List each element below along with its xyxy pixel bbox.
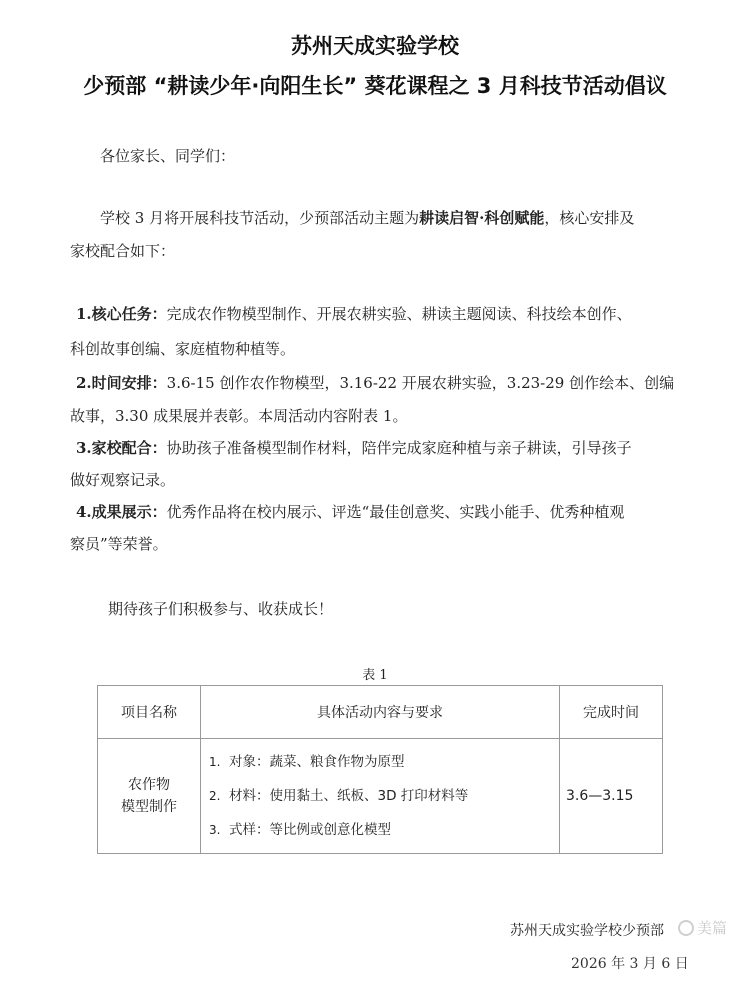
section-results-cont: 察员”等荣誉。 [70,535,168,553]
activity-table [97,685,663,854]
project-name-cell [98,739,201,854]
section-text: 完成农作物模型制作、开展农耕实验、耕读主题阅读、科技绘本创作、 [166,305,632,323]
intro-line-1 [100,207,634,228]
header-activity-content: 具体活动内容与要求 [201,686,560,739]
header-completion-time: 完成时间 [560,686,663,739]
closing-line: 期待孩子们积极参与、收获成长！ [108,600,334,618]
section-text: 优秀作品将在校内展示、评选“最佳创意奖、实践小能手、优秀种植观 [166,503,625,521]
section-schedule [76,372,674,393]
table-header-row [98,686,663,739]
greeting: 各位家长、同学们： [100,147,236,165]
list-item [209,745,559,779]
section-text: 协助孩子准备模型制作材料，陪伴完成家庭种植与亲子耕读，引导孩子 [166,439,632,457]
intro-suffix: ，核心安排及 [544,209,635,227]
item-number: 2. [209,789,221,803]
section-core-tasks-cont: 科创故事创编、家庭植物种植等。 [70,340,296,358]
section-schedule-cont: 故事，3.30 成果展并表彰。本周活动内容附表 1。 [70,407,408,425]
section-home-school [76,437,632,458]
list-item [209,813,559,847]
table-row [98,739,663,854]
intro-line-2: 家校配合如下： [70,242,176,260]
section-home-school-cont: 做好观察记录。 [70,471,176,489]
section-text: 3.6-15 创作农作物模型，3.16-22 开展农耕实验，3.23-29 创作绘本、创编 [166,374,675,392]
intro-theme: 耕读启智·科创赋能 [419,209,545,227]
section-heading: 3.家校配合： [76,439,167,457]
project-name-line: 农作物 [128,777,170,793]
activity-content-cell [201,739,560,854]
watermark-text: 美篇 [697,919,728,937]
item-text: 式样：等比例或创意化模型 [229,822,391,838]
table-caption: 表 1 [362,668,388,683]
school-title: 苏州天成实验学校 [291,34,459,58]
section-heading: 2.时间安排： [76,374,167,392]
header-project-name: 项目名称 [98,686,201,739]
completion-time-cell: 3.6—3.15 [560,739,663,854]
section-heading: 1.核心任务： [76,305,167,323]
section-core-tasks [76,303,632,324]
item-number: 1. [209,755,221,769]
meipian-logo-icon [678,920,694,936]
list-item [209,779,559,813]
item-text: 材料：使用黏土、纸板、3D 打印材料等 [229,788,469,804]
project-name-line: 模型制作 [121,799,177,815]
watermark [678,917,727,938]
section-results [76,501,624,522]
item-text: 对象：蔬菜、粮食作物为原型 [229,754,405,770]
item-number: 3. [209,823,221,837]
document-title: 少预部 “耕读少年·向阳生长” 葵花课程之 3 月科技节活动倡议 [83,74,667,98]
section-heading: 4.成果展示： [76,503,167,521]
intro-prefix: 学校 3 月将开展科技节活动，少预部活动主题为 [100,209,420,227]
signature: 苏州天成实验学校少预部 [510,923,664,939]
signature-date: 2026 年 3 月 6 日 [571,956,689,972]
